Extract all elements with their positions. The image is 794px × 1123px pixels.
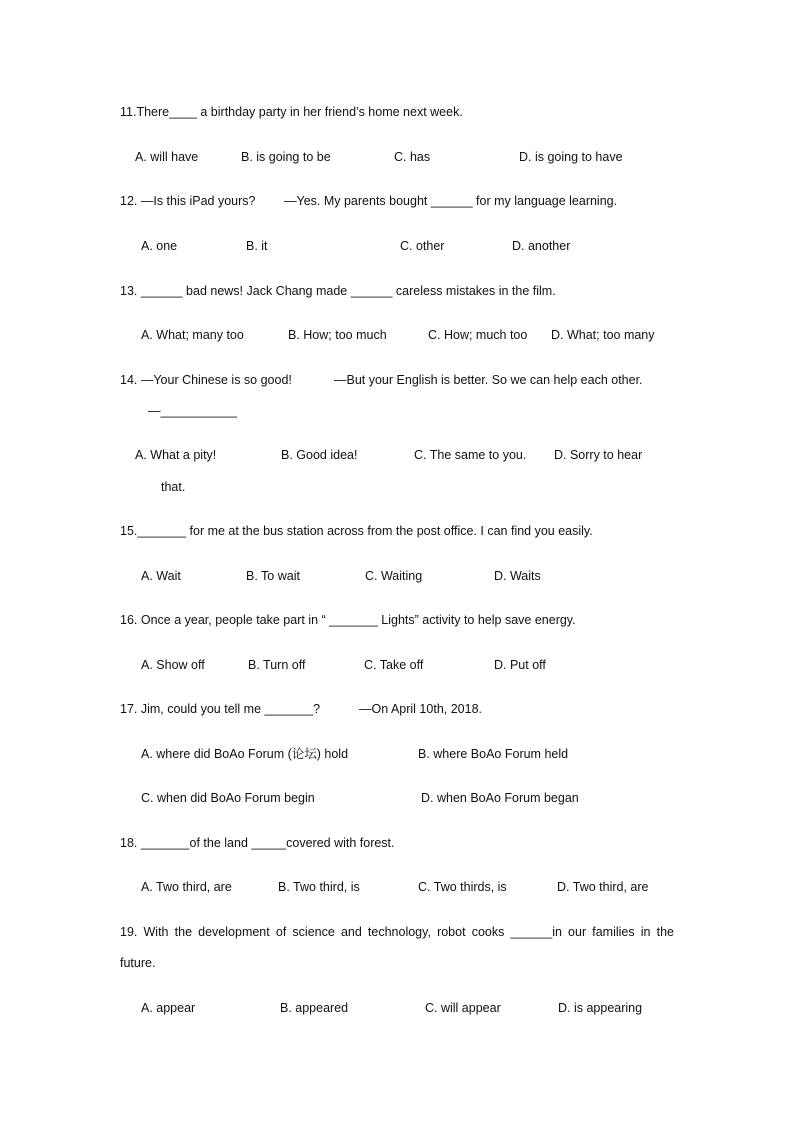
question-stem-19: 19. With the development of science and technology, robot cooks ______in our families in the bbox=[120, 925, 674, 939]
option-19-d: D. is appearing bbox=[558, 1001, 643, 1015]
question-stem-14: 14. —Your Chinese is so good! bbox=[120, 373, 292, 387]
option-11-d: D. is going to have bbox=[519, 150, 623, 164]
option-15-d: D. Waits bbox=[494, 569, 541, 583]
option-13-d: D. What; too many bbox=[551, 328, 655, 342]
question-stem-17-answer: —On April 10th, 2018. bbox=[359, 702, 482, 716]
option-13-b: B. How; too much bbox=[288, 328, 387, 342]
option-16-a: A. Show off bbox=[141, 658, 205, 672]
option-18-d: D. Two third, are bbox=[557, 880, 649, 894]
question-stem-13: 13. ______ bad news! Jack Chang made ______ careless mistakes in the film. bbox=[120, 284, 556, 298]
option-15-c: C. Waiting bbox=[365, 569, 423, 583]
option-17-d: D. when BoAo Forum began bbox=[421, 791, 579, 805]
question-stem-11: 11.There____ a birthday party in her friend’s home next week. bbox=[120, 105, 463, 119]
option-18-b: B. Two third, is bbox=[278, 880, 360, 894]
option-15-a: A. Wait bbox=[141, 569, 181, 583]
option-14-c: C. The same to you. bbox=[414, 448, 527, 462]
option-19-c: C. will appear bbox=[425, 1001, 501, 1015]
option-13-a: A. What; many too bbox=[141, 328, 244, 342]
question-stem-15: 15._______ for me at the bus station across from the post office. I can find you easily. bbox=[120, 524, 593, 538]
option-16-b: B. Turn off bbox=[248, 658, 306, 672]
question-stem-17: 17. Jim, could you tell me _______? bbox=[120, 702, 321, 716]
option-16-c: C. Take off bbox=[364, 658, 424, 672]
option-14-d: D. Sorry to hear bbox=[554, 448, 643, 462]
option-14-d-continued: that. bbox=[161, 480, 186, 494]
question-stem-14-reply: —But your English is better. So we can help each other. bbox=[334, 373, 643, 387]
question-stem-18: 18. _______of the land _____covered with forest. bbox=[120, 836, 395, 850]
option-18-c: C. Two thirds, is bbox=[418, 880, 507, 894]
question-stem-19-continued: future. bbox=[120, 956, 156, 970]
question-stem-16: 16. Once a year, people take part in “ _______ Lights” activity to help save energy. bbox=[120, 613, 576, 627]
option-11-b: B. is going to be bbox=[241, 150, 331, 164]
option-12-c: C. other bbox=[400, 239, 445, 253]
option-17-c: C. when did BoAo Forum begin bbox=[141, 791, 315, 805]
option-19-a: A. appear bbox=[141, 1001, 196, 1015]
option-15-b: B. To wait bbox=[246, 569, 300, 583]
option-12-b: B. it bbox=[246, 239, 268, 253]
question-stem-12: 12. —Is this iPad yours? bbox=[120, 194, 256, 208]
option-12-a: A. one bbox=[141, 239, 178, 253]
option-12-d: D. another bbox=[512, 239, 571, 253]
option-16-d: D. Put off bbox=[494, 658, 546, 672]
option-19-b: B. appeared bbox=[280, 1001, 349, 1015]
option-13-c: C. How; much too bbox=[428, 328, 528, 342]
question-stem-12-answer: —Yes. My parents bought ______ for my language learning. bbox=[284, 194, 618, 208]
option-14-a: A. What a pity! bbox=[135, 448, 217, 462]
option-14-b: B. Good idea! bbox=[281, 448, 358, 462]
option-11-c: C. has bbox=[394, 150, 431, 164]
question-stem-14-blank: —___________ bbox=[148, 404, 237, 418]
option-11-a: A. will have bbox=[135, 150, 199, 164]
option-17-a: A. where did BoAo Forum (论坛) hold bbox=[141, 747, 349, 761]
option-17-b: B. where BoAo Forum held bbox=[418, 747, 569, 761]
option-18-a: A. Two third, are bbox=[141, 880, 232, 894]
